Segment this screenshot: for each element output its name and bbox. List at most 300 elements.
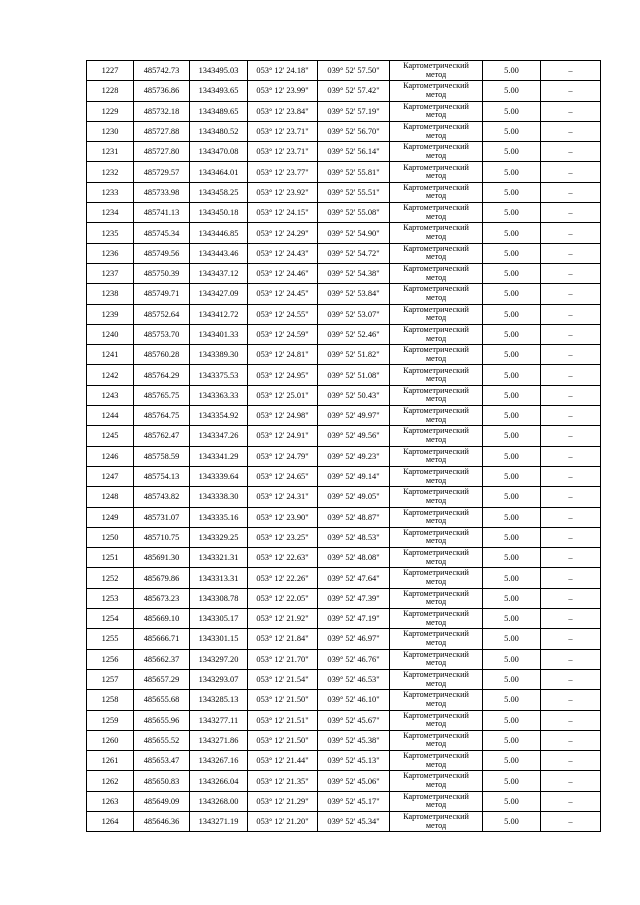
method-line-2: метод <box>425 171 447 181</box>
method-line-2: метод <box>425 800 447 810</box>
note-cell: – <box>541 609 601 629</box>
y-coordinate-cell: 1343339.64 <box>190 466 248 486</box>
point-number-cell: 1254 <box>87 609 134 629</box>
longitude-cell: 039° 52' 49.97" <box>318 406 390 426</box>
latitude-cell: 053° 12' 21.70" <box>248 649 318 669</box>
method-line-1: Картометрический <box>403 466 469 476</box>
method-cell <box>390 101 483 121</box>
note-cell: – <box>541 345 601 365</box>
longitude-cell: 039° 52' 47.19" <box>318 609 390 629</box>
x-coordinate-cell: 485655.96 <box>134 710 190 730</box>
note-cell: – <box>541 507 601 527</box>
table-row <box>87 162 601 182</box>
x-coordinate-cell: 485666.71 <box>134 629 190 649</box>
method-cell <box>390 507 483 527</box>
method-cell <box>390 324 483 344</box>
method-line-1: Картометрический <box>403 61 469 71</box>
point-number-cell: 1255 <box>87 629 134 649</box>
point-number-cell: 1244 <box>87 406 134 426</box>
latitude-cell: 053° 12' 22.05" <box>248 588 318 608</box>
longitude-cell: 039° 52' 54.72" <box>318 243 390 263</box>
x-coordinate-cell: 485752.64 <box>134 304 190 324</box>
table-row <box>87 730 601 750</box>
x-coordinate-cell: 485749.71 <box>134 284 190 304</box>
method-line-1: Картометрический <box>403 669 469 679</box>
method-line-1: Картометрический <box>403 406 469 416</box>
method-cell <box>390 629 483 649</box>
y-coordinate-cell: 1343338.30 <box>190 487 248 507</box>
method-cell <box>390 121 483 141</box>
accuracy-cell: 5.00 <box>483 426 541 446</box>
accuracy-cell: 5.00 <box>483 406 541 426</box>
note-cell: – <box>541 385 601 405</box>
longitude-cell: 039° 52' 45.38" <box>318 730 390 750</box>
longitude-cell: 039° 52' 48.87" <box>318 507 390 527</box>
method-cell <box>390 284 483 304</box>
table-row <box>87 223 601 243</box>
y-coordinate-cell: 1343493.65 <box>190 81 248 101</box>
method-line-1: Картометрический <box>403 629 469 639</box>
latitude-cell: 053° 12' 23.77" <box>248 162 318 182</box>
method-line-1: Картометрический <box>403 507 469 517</box>
table-row <box>87 811 601 831</box>
method-cell <box>390 345 483 365</box>
x-coordinate-cell: 485743.82 <box>134 487 190 507</box>
method-line-1: Картометрический <box>403 730 469 740</box>
note-cell: – <box>541 791 601 811</box>
longitude-cell: 039° 52' 46.97" <box>318 629 390 649</box>
note-cell: – <box>541 690 601 710</box>
y-coordinate-cell: 1343464.01 <box>190 162 248 182</box>
table-row <box>87 649 601 669</box>
accuracy-cell: 5.00 <box>483 61 541 81</box>
note-cell: – <box>541 304 601 324</box>
accuracy-cell: 5.00 <box>483 345 541 365</box>
x-coordinate-cell: 485673.23 <box>134 588 190 608</box>
accuracy-cell: 5.00 <box>483 527 541 547</box>
note-cell: – <box>541 588 601 608</box>
method-line-1: Картометрический <box>403 588 469 598</box>
note-cell: – <box>541 142 601 162</box>
x-coordinate-cell: 485655.68 <box>134 690 190 710</box>
method-line-2: метод <box>425 89 447 99</box>
accuracy-cell: 5.00 <box>483 324 541 344</box>
note-cell: – <box>541 446 601 466</box>
longitude-cell: 039° 52' 45.06" <box>318 771 390 791</box>
note-cell: – <box>541 730 601 750</box>
point-number-cell: 1236 <box>87 243 134 263</box>
accuracy-cell: 5.00 <box>483 203 541 223</box>
y-coordinate-cell: 1343268.00 <box>190 791 248 811</box>
x-coordinate-cell: 485760.28 <box>134 345 190 365</box>
point-number-cell: 1250 <box>87 527 134 547</box>
point-number-cell: 1259 <box>87 710 134 730</box>
latitude-cell: 053° 12' 23.92" <box>248 182 318 202</box>
x-coordinate-cell: 485650.83 <box>134 771 190 791</box>
longitude-cell: 039° 52' 49.14" <box>318 466 390 486</box>
method-cell <box>390 385 483 405</box>
note-cell: – <box>541 406 601 426</box>
table-row <box>87 61 601 81</box>
accuracy-cell: 5.00 <box>483 385 541 405</box>
x-coordinate-cell: 485764.75 <box>134 406 190 426</box>
x-coordinate-cell: 485736.86 <box>134 81 190 101</box>
method-line-2: метод <box>425 597 447 607</box>
point-number-cell: 1246 <box>87 446 134 466</box>
table-row <box>87 345 601 365</box>
x-coordinate-cell: 485653.47 <box>134 751 190 771</box>
x-coordinate-cell: 485669.10 <box>134 609 190 629</box>
latitude-cell: 053° 12' 21.54" <box>248 669 318 689</box>
table-row <box>87 568 601 588</box>
method-cell <box>390 162 483 182</box>
latitude-cell: 053° 12' 21.50" <box>248 730 318 750</box>
x-coordinate-cell: 485745.34 <box>134 223 190 243</box>
point-number-cell: 1228 <box>87 81 134 101</box>
x-coordinate-cell: 485764.29 <box>134 365 190 385</box>
method-cell <box>390 304 483 324</box>
point-number-cell: 1257 <box>87 669 134 689</box>
note-cell: – <box>541 649 601 669</box>
latitude-cell: 053° 12' 21.51" <box>248 710 318 730</box>
table-row <box>87 548 601 568</box>
point-number-cell: 1237 <box>87 263 134 283</box>
method-cell <box>390 446 483 466</box>
longitude-cell: 039° 52' 50.43" <box>318 385 390 405</box>
y-coordinate-cell: 1343341.29 <box>190 446 248 466</box>
longitude-cell: 039° 52' 49.23" <box>318 446 390 466</box>
x-coordinate-cell: 485753.70 <box>134 324 190 344</box>
point-number-cell: 1233 <box>87 182 134 202</box>
table-row <box>87 527 601 547</box>
accuracy-cell: 5.00 <box>483 588 541 608</box>
x-coordinate-cell: 485742.73 <box>134 61 190 81</box>
accuracy-cell: 5.00 <box>483 730 541 750</box>
x-coordinate-cell: 485710.75 <box>134 527 190 547</box>
x-coordinate-cell: 485762.47 <box>134 426 190 446</box>
note-cell: – <box>541 811 601 831</box>
y-coordinate-cell: 1343401.33 <box>190 324 248 344</box>
x-coordinate-cell: 485733.98 <box>134 182 190 202</box>
accuracy-cell: 5.00 <box>483 142 541 162</box>
method-line-1: Картометрический <box>403 568 469 578</box>
method-line-1: Картометрический <box>403 324 469 334</box>
method-line-2: метод <box>425 313 447 323</box>
method-line-2: метод <box>425 637 447 647</box>
y-coordinate-cell: 1343271.86 <box>190 730 248 750</box>
method-cell <box>390 81 483 101</box>
longitude-cell: 039° 52' 45.34" <box>318 811 390 831</box>
method-line-1: Картометрический <box>403 751 469 761</box>
latitude-cell: 053° 12' 24.98" <box>248 406 318 426</box>
latitude-cell: 053° 12' 24.95" <box>248 365 318 385</box>
latitude-cell: 053° 12' 24.91" <box>248 426 318 446</box>
table-row <box>87 791 601 811</box>
latitude-cell: 053° 12' 21.92" <box>248 609 318 629</box>
method-line-1: Картометрический <box>403 162 469 172</box>
x-coordinate-cell: 485758.59 <box>134 446 190 466</box>
table-body <box>87 61 601 832</box>
x-coordinate-cell: 485649.09 <box>134 791 190 811</box>
table-row <box>87 324 601 344</box>
method-line-1: Картометрический <box>403 710 469 720</box>
longitude-cell: 039° 52' 54.90" <box>318 223 390 243</box>
method-cell <box>390 406 483 426</box>
method-line-1: Картометрический <box>403 365 469 375</box>
point-number-cell: 1243 <box>87 385 134 405</box>
method-line-1: Картометрический <box>403 223 469 233</box>
y-coordinate-cell: 1343375.53 <box>190 365 248 385</box>
table-row <box>87 121 601 141</box>
method-line-1: Картометрический <box>403 771 469 781</box>
point-number-cell: 1251 <box>87 548 134 568</box>
method-line-1: Картометрический <box>403 243 469 253</box>
method-line-1: Картометрический <box>403 548 469 558</box>
method-cell <box>390 690 483 710</box>
point-number-cell: 1235 <box>87 223 134 243</box>
latitude-cell: 053° 12' 24.18" <box>248 61 318 81</box>
method-line-1: Картометрический <box>403 527 469 537</box>
point-number-cell: 1227 <box>87 61 134 81</box>
y-coordinate-cell: 1343301.15 <box>190 629 248 649</box>
table-row <box>87 101 601 121</box>
x-coordinate-cell: 485731.07 <box>134 507 190 527</box>
method-line-2: метод <box>425 577 447 587</box>
x-coordinate-cell: 485732.18 <box>134 101 190 121</box>
accuracy-cell: 5.00 <box>483 609 541 629</box>
method-cell <box>390 142 483 162</box>
latitude-cell: 053° 12' 23.99" <box>248 81 318 101</box>
method-cell <box>390 466 483 486</box>
latitude-cell: 053° 12' 24.31" <box>248 487 318 507</box>
longitude-cell: 039° 52' 46.53" <box>318 669 390 689</box>
x-coordinate-cell: 485646.36 <box>134 811 190 831</box>
table-row <box>87 487 601 507</box>
accuracy-cell: 5.00 <box>483 811 541 831</box>
table-row <box>87 304 601 324</box>
latitude-cell: 053° 12' 22.26" <box>248 568 318 588</box>
table-row <box>87 142 601 162</box>
latitude-cell: 053° 12' 21.84" <box>248 629 318 649</box>
accuracy-cell: 5.00 <box>483 182 541 202</box>
note-cell: – <box>541 162 601 182</box>
latitude-cell: 053° 12' 21.44" <box>248 751 318 771</box>
x-coordinate-cell: 485727.88 <box>134 121 190 141</box>
longitude-cell: 039° 52' 46.10" <box>318 690 390 710</box>
latitude-cell: 053° 12' 24.15" <box>248 203 318 223</box>
y-coordinate-cell: 1343489.65 <box>190 101 248 121</box>
method-cell <box>390 710 483 730</box>
method-line-1: Картометрический <box>403 487 469 497</box>
point-number-cell: 1260 <box>87 730 134 750</box>
method-line-1: Картометрический <box>403 121 469 131</box>
point-number-cell: 1229 <box>87 101 134 121</box>
note-cell: – <box>541 284 601 304</box>
method-line-2: метод <box>425 394 447 404</box>
note-cell: – <box>541 203 601 223</box>
method-line-1: Картометрический <box>403 101 469 111</box>
table-row <box>87 609 601 629</box>
method-line-1: Картометрический <box>403 812 469 822</box>
method-line-1: Картометрический <box>403 609 469 619</box>
y-coordinate-cell: 1343470.08 <box>190 142 248 162</box>
method-line-2: метод <box>425 272 447 282</box>
method-line-1: Картометрический <box>403 690 469 700</box>
latitude-cell: 053° 12' 24.65" <box>248 466 318 486</box>
latitude-cell: 053° 12' 24.29" <box>248 223 318 243</box>
method-line-2: метод <box>425 333 447 343</box>
method-line-1: Картометрический <box>403 81 469 91</box>
x-coordinate-cell: 485655.52 <box>134 730 190 750</box>
x-coordinate-cell: 485662.37 <box>134 649 190 669</box>
accuracy-cell: 5.00 <box>483 223 541 243</box>
method-line-1: Картометрический <box>403 304 469 314</box>
note-cell: – <box>541 548 601 568</box>
method-cell <box>390 527 483 547</box>
longitude-cell: 039° 52' 46.76" <box>318 649 390 669</box>
method-line-2: метод <box>425 759 447 769</box>
method-cell <box>390 791 483 811</box>
method-line-1: Картометрический <box>403 791 469 801</box>
table-row <box>87 588 601 608</box>
note-cell: – <box>541 669 601 689</box>
point-number-cell: 1240 <box>87 324 134 344</box>
method-line-2: метод <box>425 252 447 262</box>
method-line-2: метод <box>425 110 447 120</box>
method-cell <box>390 548 483 568</box>
accuracy-cell: 5.00 <box>483 548 541 568</box>
y-coordinate-cell: 1343347.26 <box>190 426 248 446</box>
note-cell: – <box>541 101 601 121</box>
accuracy-cell: 5.00 <box>483 791 541 811</box>
point-number-cell: 1264 <box>87 811 134 831</box>
x-coordinate-cell: 485729.57 <box>134 162 190 182</box>
method-line-2: метод <box>425 292 447 302</box>
y-coordinate-cell: 1343277.11 <box>190 710 248 730</box>
method-cell <box>390 223 483 243</box>
longitude-cell: 039° 52' 47.64" <box>318 568 390 588</box>
point-number-cell: 1247 <box>87 466 134 486</box>
note-cell: – <box>541 466 601 486</box>
accuracy-cell: 5.00 <box>483 690 541 710</box>
method-line-1: Картометрический <box>403 264 469 274</box>
accuracy-cell: 5.00 <box>483 669 541 689</box>
longitude-cell: 039° 52' 53.07" <box>318 304 390 324</box>
latitude-cell: 053° 12' 24.43" <box>248 243 318 263</box>
x-coordinate-cell: 485765.75 <box>134 385 190 405</box>
method-line-2: метод <box>425 434 447 444</box>
method-line-1: Картометрический <box>403 182 469 192</box>
point-number-cell: 1249 <box>87 507 134 527</box>
y-coordinate-cell: 1343412.72 <box>190 304 248 324</box>
longitude-cell: 039° 52' 56.14" <box>318 142 390 162</box>
y-coordinate-cell: 1343285.13 <box>190 690 248 710</box>
latitude-cell: 053° 12' 21.29" <box>248 791 318 811</box>
x-coordinate-cell: 485741.13 <box>134 203 190 223</box>
method-line-2: метод <box>425 455 447 465</box>
table-row <box>87 710 601 730</box>
note-cell: – <box>541 771 601 791</box>
accuracy-cell: 5.00 <box>483 101 541 121</box>
longitude-cell: 039° 52' 55.08" <box>318 203 390 223</box>
table-row <box>87 203 601 223</box>
table-row <box>87 690 601 710</box>
table-row <box>87 751 601 771</box>
x-coordinate-cell: 485657.29 <box>134 669 190 689</box>
method-line-1: Картометрический <box>403 345 469 355</box>
method-cell <box>390 263 483 283</box>
y-coordinate-cell: 1343271.19 <box>190 811 248 831</box>
method-cell <box>390 669 483 689</box>
method-cell <box>390 487 483 507</box>
note-cell: – <box>541 365 601 385</box>
longitude-cell: 039° 52' 48.08" <box>318 548 390 568</box>
note-cell: – <box>541 243 601 263</box>
y-coordinate-cell: 1343495.03 <box>190 61 248 81</box>
table-row <box>87 507 601 527</box>
method-line-2: метод <box>425 780 447 790</box>
latitude-cell: 053° 12' 22.63" <box>248 548 318 568</box>
table-row <box>87 669 601 689</box>
y-coordinate-cell: 1343305.17 <box>190 609 248 629</box>
longitude-cell: 039° 52' 49.05" <box>318 487 390 507</box>
method-line-2: метод <box>425 678 447 688</box>
method-line-2: метод <box>425 658 447 668</box>
x-coordinate-cell: 485727.80 <box>134 142 190 162</box>
latitude-cell: 053° 12' 23.71" <box>248 121 318 141</box>
latitude-cell: 053° 12' 21.50" <box>248 690 318 710</box>
table-row <box>87 629 601 649</box>
longitude-cell: 039° 52' 52.46" <box>318 324 390 344</box>
note-cell: – <box>541 710 601 730</box>
point-number-cell: 1231 <box>87 142 134 162</box>
method-cell <box>390 649 483 669</box>
longitude-cell: 039° 52' 54.38" <box>318 263 390 283</box>
point-number-cell: 1242 <box>87 365 134 385</box>
point-number-cell: 1252 <box>87 568 134 588</box>
latitude-cell: 053° 12' 23.71" <box>248 142 318 162</box>
latitude-cell: 053° 12' 21.35" <box>248 771 318 791</box>
longitude-cell: 039° 52' 55.81" <box>318 162 390 182</box>
accuracy-cell: 5.00 <box>483 649 541 669</box>
table-row <box>87 446 601 466</box>
accuracy-cell: 5.00 <box>483 568 541 588</box>
table-row <box>87 182 601 202</box>
latitude-cell: 053° 12' 24.55" <box>248 304 318 324</box>
note-cell: – <box>541 324 601 344</box>
method-cell <box>390 426 483 446</box>
accuracy-cell: 5.00 <box>483 771 541 791</box>
method-line-1: Картометрический <box>403 284 469 294</box>
point-number-cell: 1253 <box>87 588 134 608</box>
method-line-2: метод <box>425 556 447 566</box>
y-coordinate-cell: 1343308.78 <box>190 588 248 608</box>
y-coordinate-cell: 1343335.16 <box>190 507 248 527</box>
point-number-cell: 1258 <box>87 690 134 710</box>
accuracy-cell: 5.00 <box>483 365 541 385</box>
y-coordinate-cell: 1343329.25 <box>190 527 248 547</box>
note-cell: – <box>541 263 601 283</box>
method-cell <box>390 588 483 608</box>
method-cell <box>390 243 483 263</box>
table-row <box>87 426 601 446</box>
x-coordinate-cell: 485754.13 <box>134 466 190 486</box>
point-number-cell: 1241 <box>87 345 134 365</box>
method-line-2: метод <box>425 69 447 79</box>
y-coordinate-cell: 1343313.31 <box>190 568 248 588</box>
note-cell: – <box>541 487 601 507</box>
latitude-cell: 053° 12' 21.20" <box>248 811 318 831</box>
